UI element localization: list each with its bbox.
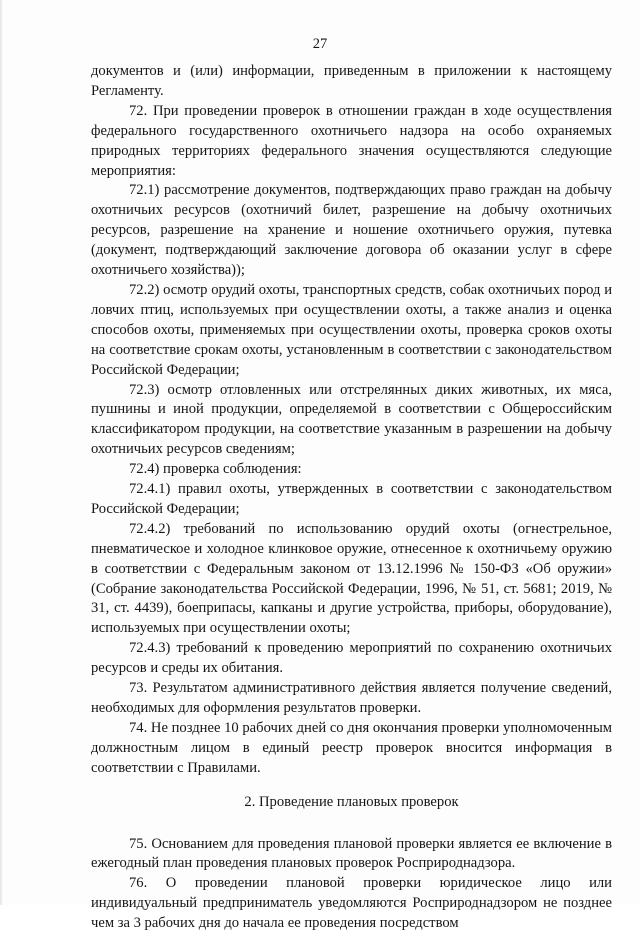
- paragraph-73: 73. Результатом административного действия является получение сведений, необходимых для оформления результатов проверки.: [91, 680, 612, 716]
- heading-spacer: [91, 827, 612, 835]
- page-number: 27: [312, 36, 328, 52]
- paragraph-72-2: 72.2) осмотр орудий охоты, транспортных средств, собак охотничьих пород и ловчих птиц, используемых при осуществлении охоты, а также анализ и оценка способов охоты, применяемых при осуществлении охоты, проверка сроков охоты на соответствие срокам охоты, установленным в соответствии с законодательством Российской Федерации;: [91, 281, 612, 378]
- paragraph-76: 76. О проведении плановой проверки юридическое лицо или индивидуальный предприниматель уведомляются Росприроднадзором не позднее чем за 3 рабочих дня до начала ее проведения посредством: [91, 875, 612, 932]
- paragraph-72-4-1: 72.4.1) правил охоты, утвержденных в соответствии с законодательством Российской Федерации;: [91, 481, 612, 517]
- paragraph-72: 72. При проведении проверок в отношении граждан в ходе осуществления федерального государственного охотничьего надзора на особо охраняемых природных территориях федерального значения осуществляются следующие мероприятия:: [91, 102, 612, 179]
- paragraph-74: 74. Не позднее 10 рабочих дней со дня окончания проверки уполномоченным должностным лицом в единый реестр проверок вносится информация в соответствии с Правилами.: [91, 719, 612, 776]
- paragraph-75: 75. Основанием для проведения плановой проверки является ее включение в ежегодный план проведения плановых проверок Росприроднадзора.: [91, 835, 612, 872]
- paragraph-72-4-2: 72.4.2) требований по использованию орудий охоты (огнестрельное, пневматическое и холодное клинковое оружие, отнесенное к охотничьему оружию в соответствии с Федеральным законом от 13.12.1996 № 150-ФЗ «Об оружии» (Собрание законодательства Российской Федерации, 1996, № 51, ст. 5681; 2019, № 31, ст. 4439), боеприпасы, капканы и другие устройства, приборы, оборудование), используемых при осуществлении охоты;: [91, 520, 612, 637]
- paragraph-72-4: 72.4) проверка соблюдения:: [129, 461, 302, 478]
- paragraph-72-3: 72.3) осмотр отловленных или отстрелянных диких животных, их мяса, пушнины и иной продукции, определяемой в соответствии с Общероссийским классификатором продукции, на соответствие указанным в разрешении на добычу охотничьих ресурсов сведениям;: [91, 381, 612, 458]
- paragraph-72-4-3: 72.4.3) требований к проведению мероприятий по сохранению охотничьих ресурсов и среды их обитания.: [91, 640, 612, 677]
- document-body: [91, 62, 612, 934]
- scan-edge: [0, 0, 3, 905]
- paragraph-continuation: документов и (или) информации, приведенным в приложении к настоящему Регламенту.: [91, 63, 612, 99]
- section-heading: 2. Проведение плановых проверок: [244, 793, 459, 810]
- paragraph-72-1: 72.1) рассмотрение документов, подтверждающих право граждан на добычу охотничьих ресурсов (охотничий билет, разрешение на добычу охотничьих ресурсов, разрешение на хранение и ношение охотничьего оружия, путевка (документ, подтверждающий заключение договора об оказании услуг в сфере охотничьего хозяйства));: [91, 182, 612, 279]
